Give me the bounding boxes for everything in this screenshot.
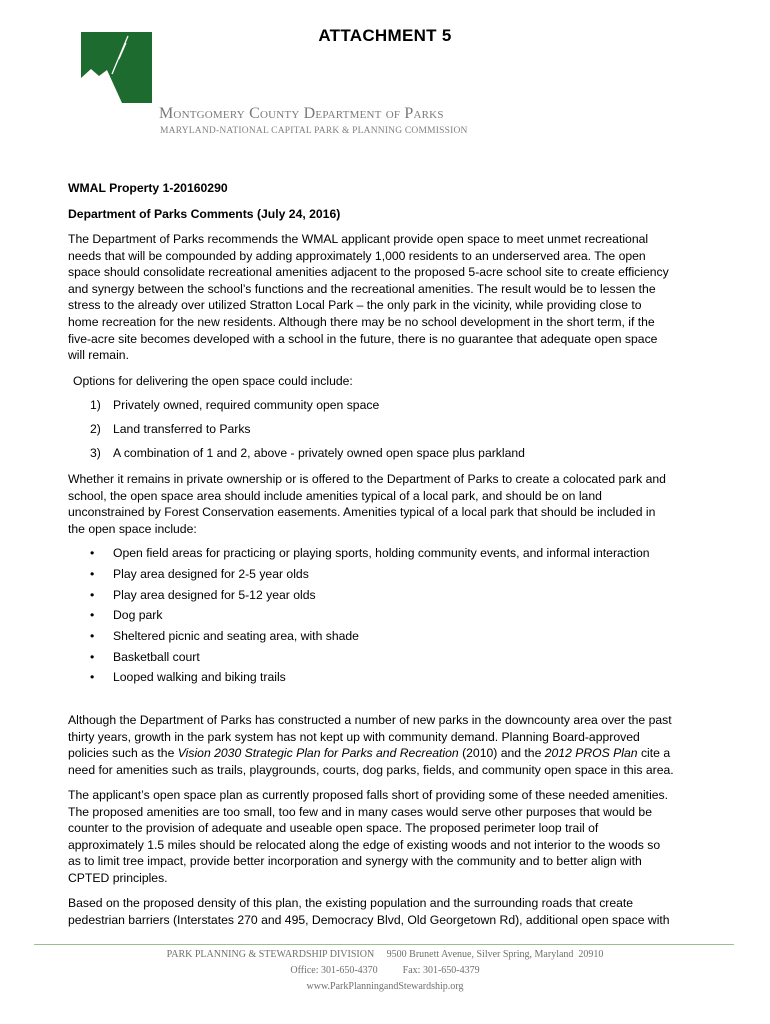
amenity-list-item — [90, 629, 359, 643]
option-text: A combination of 1 and 2, above - privately owned open space plus parkland — [113, 446, 525, 460]
text-line: the open space include: — [68, 521, 197, 536]
text-line: approximately 1.5 miles should be relocated along the edge of existing woods and not interior to the woods so — [68, 837, 661, 852]
bullet-icon: • — [90, 670, 95, 684]
amenity-text: Dog park — [113, 608, 163, 622]
text-line: CPTED principles. — [68, 870, 168, 885]
text-line: Whether it remains in private ownership or is offered to the Department of Parks to create a colocated park and — [68, 472, 666, 486]
amenity-list-item — [90, 670, 286, 684]
option-item — [90, 446, 525, 460]
text-line: The proposed amenities are too small, too few and in many cases would serve other purposes that would be — [68, 804, 652, 819]
bullet-icon: • — [90, 608, 95, 622]
options-intro: Options for delivering the open space could include: — [73, 374, 353, 388]
paragraph-density — [68, 895, 706, 928]
text-line: school, the open space area should include amenities typical of a local park, and should be on land — [68, 488, 602, 503]
option-number: 1) — [90, 398, 101, 412]
department-name: Montgomery County Department of Parks — [159, 105, 444, 122]
plan-citation: 2012 PROS Plan — [544, 746, 638, 761]
amenity-list-item — [90, 567, 309, 581]
text-run: cite a — [637, 746, 671, 761]
bullet-icon: • — [90, 567, 95, 581]
text-line: pedestrian barriers (Interstates 270 and 495, Democracy Blvd, Old Georgetown Rd), additional open space with — [68, 912, 670, 927]
text-line: The Department of Parks recommends the WMAL applicant provide open space to meet unmet recreational — [68, 232, 649, 246]
text-line: needs that will be compounded by adding approximately 1,000 residents to an underserved area. The open — [68, 248, 646, 263]
text-line: unconstrained by Forest Conservation easements. Amenities typical of a local park that should be included in — [68, 505, 656, 520]
text-line-with-citations — [68, 745, 706, 762]
amenity-text: Looped walking and biking trails — [113, 670, 286, 684]
footer-phone: Office: 301-650-4370 Fax: 301-650-4379 — [290, 965, 480, 976]
bullet-icon: • — [90, 588, 95, 602]
paragraph-proposal — [68, 787, 706, 887]
option-text: Privately owned, required community open space — [113, 398, 380, 412]
option-text: Land transferred to Parks — [113, 422, 251, 436]
option-item — [90, 398, 379, 412]
footer-address: PARK PLANNING & STEWARDSHIP DIVISION 9500 Brunett Avenue, Silver Spring, Maryland 20910 — [166, 949, 604, 960]
commission-name: MARYLAND-NATIONAL CAPITAL PARK & PLANNING COMMISSION — [160, 126, 468, 136]
text-line: The applicant’s open space plan as currently proposed falls short of providing some of these needed amenities. — [68, 788, 669, 802]
text-line: will remain. — [68, 348, 129, 363]
text-line: home recreation for the new residents. Although there may be no school development in the short term, if the — [68, 314, 655, 329]
amenity-text: Play area designed for 5-12 year olds — [113, 588, 316, 602]
text-line: space should consolidate recreational amenities adjacent to the proposed 5-acre school site to create efficiency — [68, 265, 669, 280]
document-subtitle: Department of Parks Comments (July 24, 2016) — [68, 207, 341, 221]
text-run: policies such as the — [68, 746, 178, 761]
paragraph-ownership — [68, 471, 706, 537]
amenity-list-item — [90, 650, 200, 664]
amenity-list-item — [90, 546, 650, 560]
attachment-heading: ATTACHMENT 5 — [318, 26, 452, 45]
option-number: 3) — [90, 446, 101, 460]
plan-citation: Vision 2030 Strategic Plan for Parks and Recreation — [177, 746, 459, 761]
footer-divider — [34, 944, 734, 945]
text-line: stress to the already over utilized Stratton Local Park – the only park in the vicinity, while providing close to — [68, 298, 642, 313]
text-line: five-acre site becomes developed with a school in the future, there is no guarantee that adequate open space — [68, 331, 658, 346]
amenity-text: Sheltered picnic and seating area, with shade — [113, 629, 359, 643]
amenity-text: Basketball court — [113, 650, 200, 664]
option-item — [90, 422, 251, 436]
amenity-text: Open field areas for practicing or playing sports, holding community events, and informal interaction — [113, 546, 650, 560]
text-line: Although the Department of Parks has constructed a number of new parks in the downcounty area over the past — [68, 713, 672, 727]
paragraph-growth — [68, 712, 706, 778]
parks-logo — [81, 32, 152, 103]
footer-website[interactable]: www.ParkPlanningandStewardship.org — [306, 981, 464, 992]
amenity-text: Play area designed for 2-5 year olds — [113, 567, 309, 581]
text-line: as to limit tree impact, provide better incorporation and synergy with the community and to better align with — [68, 854, 642, 869]
text-run: (2010) and the — [458, 746, 545, 761]
document-title: WMAL Property 1-20160290 — [68, 181, 228, 195]
paragraph-intro — [68, 231, 706, 364]
bullet-icon: • — [90, 629, 95, 643]
text-line: thirty years, growth in the park system has not kept up with community demand. Planning Board-approved — [68, 729, 640, 744]
text-line: counter to the provision of adequate and useable open space. The proposed perimeter loop trail of — [68, 821, 599, 836]
amenity-list-item — [90, 608, 162, 622]
text-line: Based on the proposed density of this plan, the existing population and the surrounding roads that create — [68, 896, 634, 910]
bullet-icon: • — [90, 546, 95, 560]
text-line: need for amenities such as trails, playgrounds, courts, dog parks, fields, and community open space in this area. — [68, 762, 674, 777]
amenity-list-item — [90, 588, 316, 602]
bullet-icon: • — [90, 650, 95, 664]
option-number: 2) — [90, 422, 101, 436]
text-line: and synergy between the school’s functions and the recreational amenities. The result would be to lessen the — [68, 281, 656, 296]
